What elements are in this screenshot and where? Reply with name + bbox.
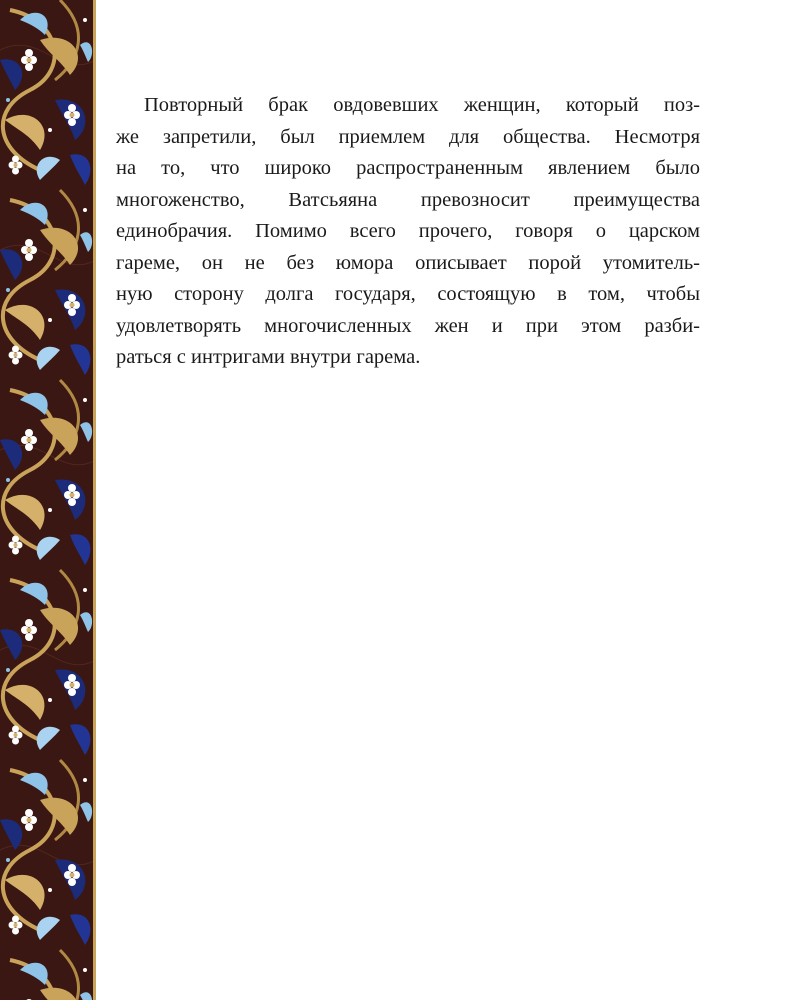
border-edge-line [93, 0, 96, 1000]
paragraph-line: единобрачия. Помимо всего прочего, говоря о царском [116, 220, 700, 242]
ornamental-border [0, 0, 96, 1000]
paragraph-line: раться с интригами внутри гарема. [116, 346, 421, 368]
paragraph-line: Повторный брак овдовевших женщин, который поз- [144, 94, 700, 116]
paragraph-line: многоженство, Ватсьяяна превозносит преимущества [116, 188, 700, 211]
floral-arabesque-ornament-icon [0, 0, 96, 1000]
paragraph-line: ную сторону долга государя, состоящую в том, чтобы [116, 283, 700, 305]
paragraph-line: гареме, он не без юмора описывает порой утомитель- [116, 251, 700, 274]
paragraph-line: удовлетворять многочисленных жен и при этом разби- [116, 314, 700, 337]
body-paragraph [116, 90, 700, 374]
paragraph-line: на то, что широко распространенным явлением было [116, 157, 700, 179]
paragraph-line: же запретили, был приемлем для общества. Несмотря [116, 125, 700, 148]
